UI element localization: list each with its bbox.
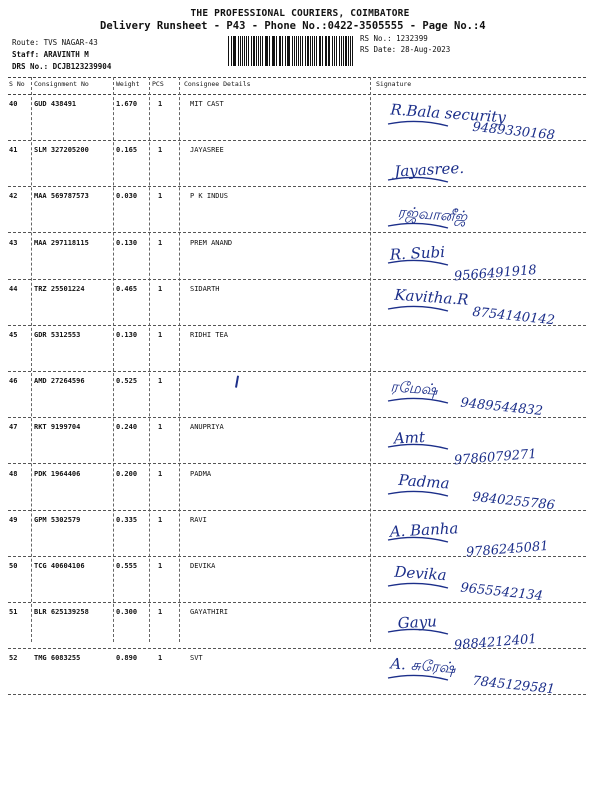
barcode <box>228 36 354 66</box>
cell-weight: 0.030 <box>116 192 138 201</box>
cell-weight: 0.525 <box>116 377 138 386</box>
barcode-bar <box>307 36 309 66</box>
cell-pcs: 1 <box>158 146 163 155</box>
barcode-bar <box>287 36 288 66</box>
drs-value: DCJB123239904 <box>52 62 112 71</box>
signature-name: Amt <box>393 428 426 448</box>
barcode-bar <box>260 36 261 66</box>
cell-pcs: 1 <box>158 515 163 524</box>
table-row <box>8 186 586 233</box>
column-header-sno: S No <box>9 80 25 88</box>
barcode-bar <box>279 36 280 66</box>
barcode-bar <box>352 36 353 66</box>
signature <box>382 606 592 654</box>
barcode-bar <box>294 36 295 66</box>
barcode-bar <box>240 36 241 66</box>
cell-consignee: RIDHI TEA <box>190 331 228 339</box>
column-header-consignment: Consignment No <box>34 80 89 88</box>
barcode-bar <box>300 36 301 66</box>
barcode-bar <box>242 36 243 66</box>
barcode-bar <box>343 36 344 66</box>
barcode-bar <box>334 36 335 66</box>
cell-weight: 0.165 <box>116 146 138 155</box>
cell-pcs: 1 <box>158 192 163 201</box>
column-header-signature: Signature <box>376 80 412 88</box>
barcode-bar <box>328 36 329 66</box>
table-row <box>8 233 586 284</box>
cell-consignee: SVT <box>190 654 203 663</box>
cell-consignment-no: SLM 327205200 <box>34 146 89 155</box>
barcode-bar <box>298 36 299 66</box>
barcode-bar <box>276 36 277 66</box>
cell-weight: 0.300 <box>116 608 138 617</box>
signature-phone: 9489330168 <box>471 119 556 144</box>
cell-consignee: GAYATHIRI <box>190 608 228 617</box>
signature <box>382 98 592 142</box>
barcode-bar <box>273 36 275 66</box>
barcode-bar <box>320 36 321 66</box>
rs-number-label: RS No.: <box>360 34 392 43</box>
barcode-bar <box>296 36 297 66</box>
cell-sno: 46 <box>9 377 18 386</box>
signature-name: Padma <box>397 470 451 493</box>
runsheet-title: Delivery Runsheet - P43 - Phone No.:0422-3505555 - Page No.:4 <box>100 20 486 32</box>
cell-pcs: 1 <box>158 423 163 432</box>
cell-consignee: MIT CAST <box>190 100 224 108</box>
signature-phone: 9566491918 <box>453 262 538 284</box>
signature-phone: 9840255786 <box>471 489 556 513</box>
column-header-consignee: Consignee Details <box>184 80 251 88</box>
barcode-bar <box>258 36 259 66</box>
signature-name: Gayu <box>397 612 438 633</box>
column-header-pcs: PCS <box>152 80 164 88</box>
signature-name: R.Bala security <box>389 100 507 127</box>
cell-consignment-no: PDK 1964406 <box>34 469 81 478</box>
cell-consignment-no: TCG 40604106 <box>34 562 85 570</box>
barcode-bar <box>336 36 337 66</box>
table-row <box>8 325 586 372</box>
barcode-bar <box>246 36 247 66</box>
cell-pcs: 1 <box>158 377 163 386</box>
cell-consignee: ANUPRIYA <box>190 423 224 432</box>
barcode-bar <box>329 36 330 66</box>
cell-sno: 44 <box>9 284 18 293</box>
signature-name: R. Subi <box>389 242 446 264</box>
signature-phone: 9655542134 <box>459 580 544 605</box>
company-title: THE PROFESSIONAL COURIERS, COIMBATORE <box>190 8 410 19</box>
cell-pcs: 1 <box>158 331 163 339</box>
cell-pcs: 1 <box>158 562 163 570</box>
barcode-bar <box>266 36 267 66</box>
barcode-bar <box>280 36 281 66</box>
table-row <box>8 94 586 144</box>
cell-weight: 0.465 <box>116 284 138 293</box>
table-row <box>8 417 586 469</box>
cell-sno: 40 <box>9 100 18 108</box>
cell-consignment-no: RKT 9199704 <box>34 423 81 432</box>
cell-sno: 45 <box>9 331 18 339</box>
table-row <box>8 602 586 654</box>
signature-phone: 9489544832 <box>459 395 544 420</box>
barcode-bar <box>332 36 333 66</box>
cell-consignment-no: MAA 297118115 <box>34 238 89 247</box>
barcode-bar <box>345 36 347 66</box>
signature <box>382 468 592 512</box>
cell-sno: 52 <box>9 654 18 663</box>
rs-date-value: 28-Aug-2023 <box>400 45 451 54</box>
signature-phone: 9786245081 <box>465 538 550 561</box>
signature-phone: 7845129581 <box>471 674 556 698</box>
signature <box>382 514 592 561</box>
cell-consignee: JAYASREE <box>190 146 224 155</box>
barcode-bar <box>348 36 349 66</box>
barcode-bar <box>228 36 229 66</box>
barcode-bar <box>248 36 249 66</box>
table-row <box>8 464 586 511</box>
table-header <box>8 77 586 95</box>
cell-sno: 51 <box>9 608 18 617</box>
rs-number-value: 1232399 <box>396 34 428 43</box>
barcode-bar <box>316 36 317 66</box>
barcode-bar <box>302 36 303 66</box>
staff-value: ARAVINTH M <box>43 50 89 59</box>
signature-stroke <box>388 583 448 588</box>
cell-weight: 0.240 <box>116 423 138 432</box>
table-row <box>8 371 586 418</box>
table-row <box>8 140 586 187</box>
barcode-bar <box>339 36 340 66</box>
table-row <box>8 510 586 561</box>
barcode-bar <box>322 36 323 66</box>
signature-stroke <box>388 630 448 635</box>
barcode-bar <box>312 36 313 66</box>
staff-label: Staff: <box>12 50 40 59</box>
cell-weight: 0.130 <box>116 331 138 339</box>
signature <box>382 652 592 696</box>
barcode-bar <box>238 36 240 66</box>
rs-number-line <box>360 34 428 43</box>
signature-phone: 8754140142 <box>471 304 556 329</box>
route-line <box>12 38 98 47</box>
barcode-bar <box>319 36 320 66</box>
table-row <box>8 556 586 603</box>
route-value: TVS NAGAR-43 <box>43 38 98 47</box>
cell-weight: 0.890 <box>116 654 138 663</box>
cell-consignment-no: MAA 569787573 <box>34 192 89 201</box>
cell-consignee: PADMA <box>190 469 212 478</box>
barcode-bar <box>305 36 306 66</box>
cell-consignment-no: GDR 5312553 <box>34 331 81 339</box>
signature-name: A. சுரேஷ் <box>389 654 457 678</box>
barcode-bar <box>233 36 234 66</box>
table-row <box>8 648 586 698</box>
signature-name: Jayasree. <box>393 159 465 181</box>
cell-pcs: 1 <box>158 284 163 293</box>
barcode-bar <box>341 36 342 66</box>
cell-pcs: 1 <box>158 100 163 108</box>
signature-name: ரமேஷ் <box>389 377 439 399</box>
cell-weight: 1.670 <box>116 100 138 108</box>
signature-name: Kavitha.R <box>393 285 470 309</box>
barcode-bar <box>265 36 266 66</box>
signature <box>382 421 592 469</box>
barcode-bar <box>244 36 245 66</box>
staff-line <box>12 50 89 59</box>
cell-weight: 0.335 <box>116 515 138 524</box>
signature <box>382 144 592 188</box>
cell-consignment-no: GPM 5302579 <box>34 515 81 524</box>
barcode-bar <box>292 36 293 66</box>
signature-name: ரஜ்வானீஜ் <box>397 203 468 227</box>
barcode-bar <box>310 36 311 66</box>
signature-name: A. Banha <box>389 518 459 541</box>
cell-weight: 0.555 <box>116 562 138 570</box>
signature <box>382 283 592 327</box>
signature-stroke <box>388 399 448 404</box>
barcode-bar <box>231 36 232 66</box>
cell-sno: 49 <box>9 515 18 524</box>
cell-sno: 48 <box>9 469 18 478</box>
cell-weight: 0.200 <box>116 469 138 478</box>
cell-consignee: PREM ANAND <box>190 238 233 247</box>
column-header-weight: Weight <box>116 80 140 88</box>
cell-consignment-no: GUD 438491 <box>34 100 77 108</box>
drs-label: DRS No.: <box>12 62 49 71</box>
cell-consignee: RAVI <box>190 515 207 524</box>
barcode-bar <box>272 36 273 66</box>
table-row <box>8 279 586 329</box>
signature-stroke <box>388 491 448 496</box>
rs-date-line <box>360 45 450 54</box>
barcode-bar <box>251 36 252 66</box>
barcode-bar <box>350 36 351 66</box>
signature-name: Devika <box>393 562 448 585</box>
barcode-bar <box>253 36 255 66</box>
cell-pcs: 1 <box>158 654 163 663</box>
signature <box>382 375 592 419</box>
cell-consignment-no: BLR 625139258 <box>34 608 89 617</box>
barcode-bar <box>262 36 263 66</box>
barcode-bar <box>288 36 290 66</box>
barcode-bar <box>269 36 270 66</box>
signature-stroke <box>388 121 448 126</box>
signature-phone: 9884212401 <box>453 632 538 654</box>
barcode-bar <box>256 36 257 66</box>
cell-pcs: 1 <box>158 238 163 247</box>
cell-sno: 41 <box>9 146 18 155</box>
signature <box>382 190 592 234</box>
barcode-bar <box>314 36 315 66</box>
signature <box>382 237 592 284</box>
cell-consignment-no: TRZ 25501224 <box>34 284 85 293</box>
barcode-bar <box>285 36 286 66</box>
cell-sno: 47 <box>9 423 18 432</box>
signature-stroke <box>388 306 448 311</box>
cell-sno: 50 <box>9 562 18 570</box>
cell-consignment-no: TMG 6083255 <box>34 654 81 663</box>
signature-phone: 9786079271 <box>453 447 538 469</box>
barcode-bar <box>325 36 327 66</box>
cell-consignee: SIDARTH <box>190 284 220 293</box>
cell-sno: 42 <box>9 192 18 201</box>
drs-line <box>12 62 111 71</box>
signature <box>382 560 592 604</box>
signature <box>382 329 592 373</box>
cell-weight: 0.130 <box>116 238 138 247</box>
cell-sno: 43 <box>9 238 18 247</box>
cell-pcs: 1 <box>158 608 163 617</box>
route-label: Route: <box>12 38 40 47</box>
rs-date-label: RS Date: <box>360 45 397 54</box>
signature-stroke <box>388 676 448 681</box>
signature-stroke <box>388 224 448 229</box>
cell-consignee: DEVIKA <box>190 562 216 570</box>
barcode-bar <box>282 36 283 66</box>
cell-consignment-no: AMD 27264596 <box>34 377 85 386</box>
cell-consignee: P K INDUS <box>190 192 228 201</box>
barcode-bar <box>234 36 235 66</box>
cell-pcs: 1 <box>158 469 163 478</box>
